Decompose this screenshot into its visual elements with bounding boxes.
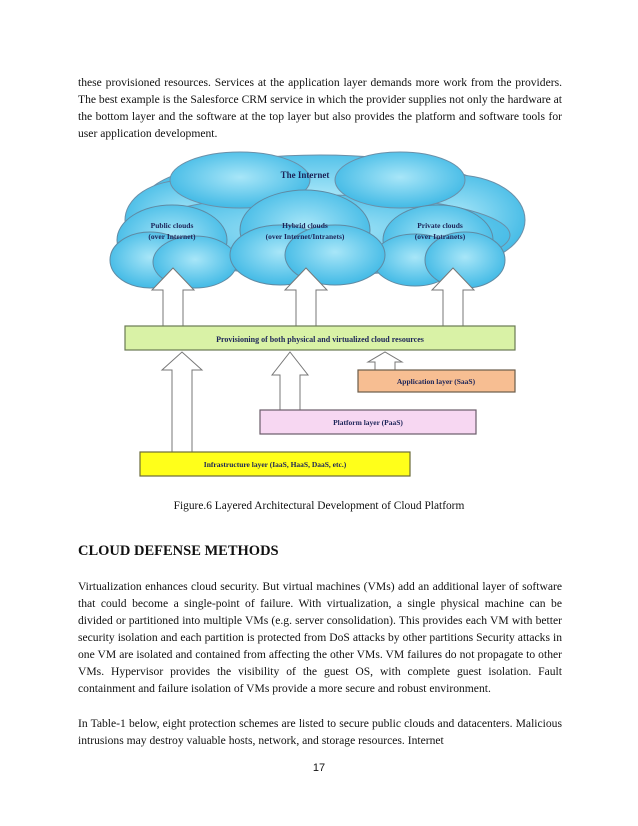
virtualization-paragraph: Virtualization enhances cloud security. But virtual machines (VMs) add an additional layer of software that could become a single-point of failure. With virtualization, a single physical machine can be divided or partitioned into multiple VMs (e.g. server consolidation). This provides each VM with better security isolation and each partition is protected from DoS attacks by other partitions Security attacks in one VM are isolated and contained from affecting the other VMs. VM failures do not propagate to other VMs. Hypervisor provides the visibility of the guest OS, with complete guest isolation. Fault containment and failure isolation of VMs provide a more secure and robust environment. xyxy=(78,580,562,695)
private-clouds-title: Private clouds xyxy=(417,221,463,230)
provisioning-label: Provisioning of both physical and virtualized cloud resources xyxy=(216,335,424,344)
public-clouds-subtitle: (over Internet) xyxy=(148,232,196,241)
hybrid-clouds-subtitle: (over Internet/Intranets) xyxy=(265,232,345,241)
cloud-platform-diagram xyxy=(100,150,540,480)
arrow-application-up xyxy=(368,352,402,370)
internet-label: The Internet xyxy=(280,170,330,180)
platform-layer-label: Platform layer (PaaS) xyxy=(333,418,403,427)
page-number: 17 xyxy=(312,762,326,774)
arrow-platform-up xyxy=(272,352,308,410)
arrow-infrastructure-up xyxy=(162,352,202,452)
figure-caption: Figure.6 Layered Architectural Development of Cloud Platform xyxy=(173,500,465,512)
table-intro-paragraph: In Table-1 below, eight protection schemes are listed to secure public clouds and datacenters. Malicious intrusions may destroy valuable hosts, network, and storage resources. Internet xyxy=(78,717,562,747)
infrastructure-layer-label: Infrastructure layer (IaaS, HaaS, DaaS, etc.) xyxy=(203,460,347,469)
section-heading: CLOUD DEFENSE METHODS xyxy=(78,543,279,559)
intro-paragraph: these provisioned resources. Services at the application layer demands more work from the providers. The best example is the Salesforce CRM service in which the provider supplies not only the hardware at the bottom layer and the software at the top layer but also provides the platform and software tools for user application development. xyxy=(78,76,562,140)
hybrid-clouds-title: Hybrid clouds xyxy=(282,221,328,230)
private-clouds-subtitle: (over Intranets) xyxy=(414,232,466,241)
application-layer-label: Application layer (SaaS) xyxy=(396,377,476,386)
public-clouds-title: Public clouds xyxy=(150,221,194,230)
